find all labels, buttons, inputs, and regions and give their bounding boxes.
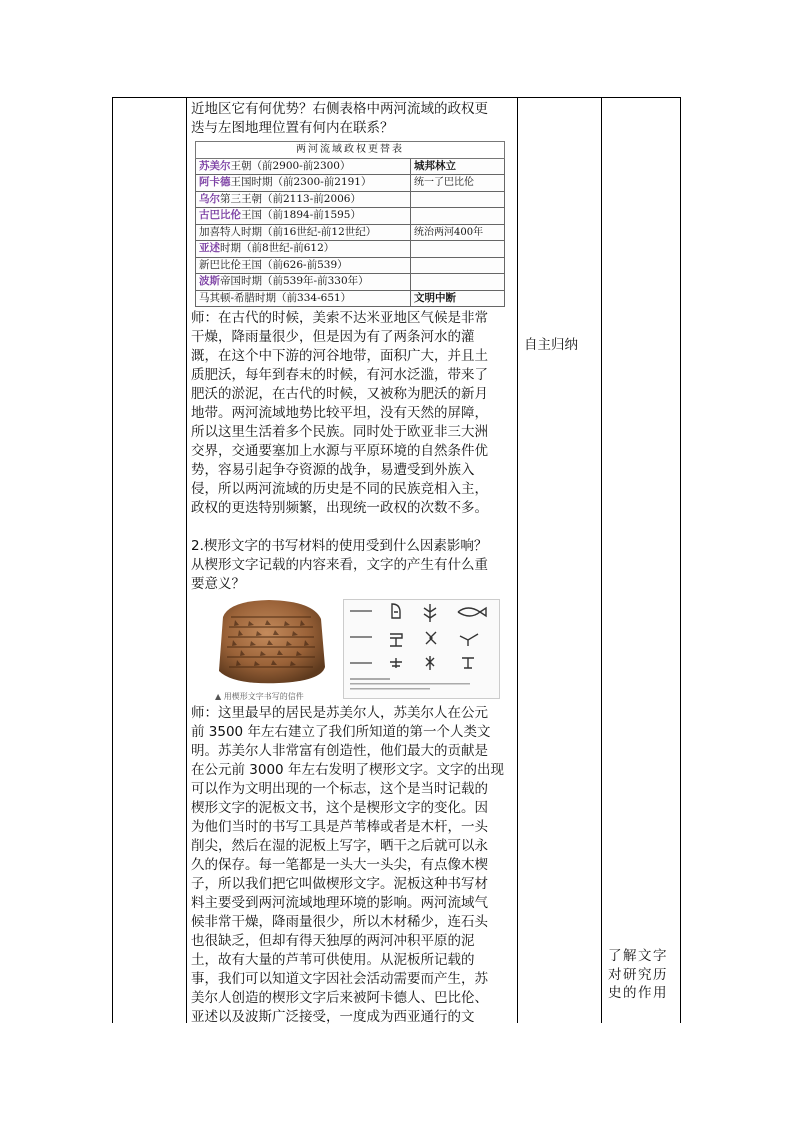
para2-line: 子，所以我们把它叫做楔形文字。泥板这种书写材 xyxy=(191,876,488,892)
dynasty-period-cell xyxy=(196,158,411,175)
dynasty-period-cell xyxy=(196,175,411,192)
dynasty-name: 乌尔 xyxy=(199,192,220,205)
dynasty-name: 亚述 xyxy=(199,242,220,254)
design-intent-line: 了解文字 xyxy=(608,948,668,964)
para2-line: 美尔人创造的楔形文字后来被阿卡德人、巴比伦、 xyxy=(191,990,488,1006)
student-activity-cell: 自主归纳 xyxy=(524,337,578,353)
table-border-col2 xyxy=(517,97,518,1023)
para2-line: 可以作为文明出现的一个标志，这个是当时记载的 xyxy=(191,781,488,797)
teacher-paragraph-2 xyxy=(191,704,513,1027)
dynasty-period-cell xyxy=(196,274,411,291)
para1-line: 政权的更迭特别频繁，出现统一政权的次数不多。 xyxy=(191,500,488,516)
dynasty-row xyxy=(196,191,505,208)
dynasty-note-cell: 文明中断 xyxy=(411,290,505,307)
table-top-border xyxy=(112,97,680,98)
para1-line: 质肥沃，每年到春末的时候，有河水泛滥，带来了 xyxy=(191,367,488,383)
figure-row xyxy=(191,597,513,702)
dynasty-row xyxy=(196,274,505,291)
para2-line: 在公元前 3000 年左右发明了楔形文字。文字的出现 xyxy=(191,762,504,778)
dynasty-note-cell: 统治两河400年 xyxy=(411,224,505,241)
dynasty-row xyxy=(196,241,505,258)
para1-line: 师：在古代的时候，美索不达米亚地区气候是非常 xyxy=(191,310,488,326)
dynasty-row xyxy=(196,224,505,241)
dynasty-note-cell xyxy=(411,241,505,258)
dynasty-period-cell xyxy=(196,224,411,241)
para1-line: 干燥，降雨量很少，但是因为有了两条河水的灌 xyxy=(191,329,475,345)
dynasty-row xyxy=(196,175,505,192)
dynasty-period-text: 王国（前1894-前1595） xyxy=(241,209,361,221)
para1-line: 所以这里生活着多个民族。同时处于欧亚非三大洲 xyxy=(191,424,488,440)
para1-line: 溉，在这个中下游的河谷地带，面积广大，并且土 xyxy=(191,348,488,364)
intro-question xyxy=(191,100,513,138)
intro-line: 迭与左图地理位置有何内在联系？ xyxy=(191,120,394,136)
table-border-left xyxy=(112,97,113,1023)
para2-line: 师：这里最早的居民是苏美尔人，苏美尔人在公元 xyxy=(191,705,488,721)
dynasty-name: 阿卡德 xyxy=(199,176,231,188)
dynasty-period-text: 加喜特人时期（前16世纪-前12世纪） xyxy=(199,225,377,238)
teaching-process-cell xyxy=(191,100,513,1027)
para2-line: 明。苏美尔人非常富有创造性，他们最大的贡献是 xyxy=(191,743,488,759)
para2-line: 前 3500 年左右建立了我们所知道的第一个人类文 xyxy=(191,724,491,740)
dynasty-note-cell xyxy=(411,208,505,225)
dynasty-note-cell xyxy=(411,274,505,291)
design-intent-line: 对研究历 xyxy=(608,966,668,983)
para2-line: 久的保存。每一笔都是一头大一头尖，有点像木楔 xyxy=(191,857,488,873)
dynasty-period-text: 帝国时期（前539年-前330年） xyxy=(220,275,369,287)
para2-line: 料主要受到两河流域地理环境的影响。两河流域气 xyxy=(191,895,488,911)
dynasty-period-text: 新巴比伦王国（前626-前539） xyxy=(199,258,348,271)
intro-line: 近地区它有何优势？右侧表格中两河流域的政权更 xyxy=(191,101,488,117)
dynasty-note-cell: 城邦林立 xyxy=(411,158,505,175)
para2-line: 楔形文字的泥板文书，这个是楔形文字的变化。因 xyxy=(191,800,488,816)
dynasty-row xyxy=(196,158,505,175)
para2-line: 为他们当时的书写工具是芦苇棒或者是木杆，一头 xyxy=(191,819,488,835)
para1-line: 势，容易引起争夺资源的战争，易遭受到外族入 xyxy=(191,462,475,478)
dynasty-period-text: 时期（前8世纪-前612） xyxy=(220,242,335,254)
dynasty-period-text: 第三王朝（前2113-前2006） xyxy=(220,192,361,205)
tablet-caption: ▲ 用楔形文字书写的信件 xyxy=(215,692,304,701)
table-border-col1 xyxy=(186,97,187,1023)
dynasty-row xyxy=(196,290,505,307)
dynasty-period-cell xyxy=(196,191,411,208)
dynasty-note-cell xyxy=(411,191,505,208)
para1-line: 肥沃的淤泥，在古代的时候，又被称为肥沃的新月 xyxy=(191,386,488,402)
dynasty-table xyxy=(195,141,505,307)
dynasty-period-cell xyxy=(196,208,411,225)
dynasty-period-text: 王国时期（前2300-前2191） xyxy=(230,176,372,188)
dynasty-period-cell xyxy=(196,290,411,307)
table-border-col3 xyxy=(601,97,602,1023)
dynasty-period-text: 王朝（前2900-前2300） xyxy=(230,159,351,172)
dynasty-name: 古巴比伦 xyxy=(199,209,241,221)
dynasty-period-text: 马其顿-希腊时期（前334-651） xyxy=(199,291,352,304)
para2-line: 事，我们可以知道文字因社会活动需要而产生，苏 xyxy=(191,971,488,987)
para1-line: 交界，交通要塞加上水源与平原环境的自然条件优 xyxy=(191,443,488,459)
para1-line: 侵，所以两河流域的历史是不同的民族竞相入主， xyxy=(191,481,488,497)
dynasty-row xyxy=(196,208,505,225)
design-intent-line: 史的作用 xyxy=(608,985,668,1001)
clay-tablet-image xyxy=(209,597,334,700)
dynasty-row xyxy=(196,257,505,274)
dynasty-name: 波斯 xyxy=(199,275,220,287)
dynasty-name: 苏美尔 xyxy=(199,159,231,172)
dynasty-period-cell xyxy=(196,257,411,274)
question2-line: 2.楔形文字的书写材料的使用受到什么因素影响？ xyxy=(191,538,488,554)
para2-line: 也很缺乏，但却有得天独厚的两河冲积平原的泥 xyxy=(191,933,475,949)
para2-line: 土，故有大量的芦苇可供使用。从泥板所记载的 xyxy=(191,952,475,968)
dynasty-table-caption: 两河流域政权更替表 xyxy=(196,142,505,159)
para2-line: 候非常干燥，降雨量很少，所以木材稀少，连石头 xyxy=(191,914,488,930)
question2-line: 要意义？ xyxy=(191,576,245,592)
design-intent-cell xyxy=(608,947,676,1003)
question2-line: 从楔形文字记载的内容来看，文字的产生有什么重 xyxy=(191,557,488,573)
dynasty-note-cell: 统一了巴比伦 xyxy=(411,175,505,192)
table-border-right xyxy=(680,97,681,1023)
teacher-paragraph-1 xyxy=(191,309,513,518)
question-2 xyxy=(191,537,513,594)
para1-line: 地带。两河流域地势比较平坦，没有天然的屏障， xyxy=(191,405,488,421)
cuneiform-evolution-chart xyxy=(343,599,500,699)
dynasty-period-cell xyxy=(196,241,411,258)
para2-line: 亚述以及波斯广泛接受，一度成为西亚通行的文 xyxy=(191,1009,475,1025)
dynasty-note-cell xyxy=(411,257,505,274)
para2-line: 削尖，然后在湿的泥板上写字，晒干之后就可以永 xyxy=(191,838,488,854)
